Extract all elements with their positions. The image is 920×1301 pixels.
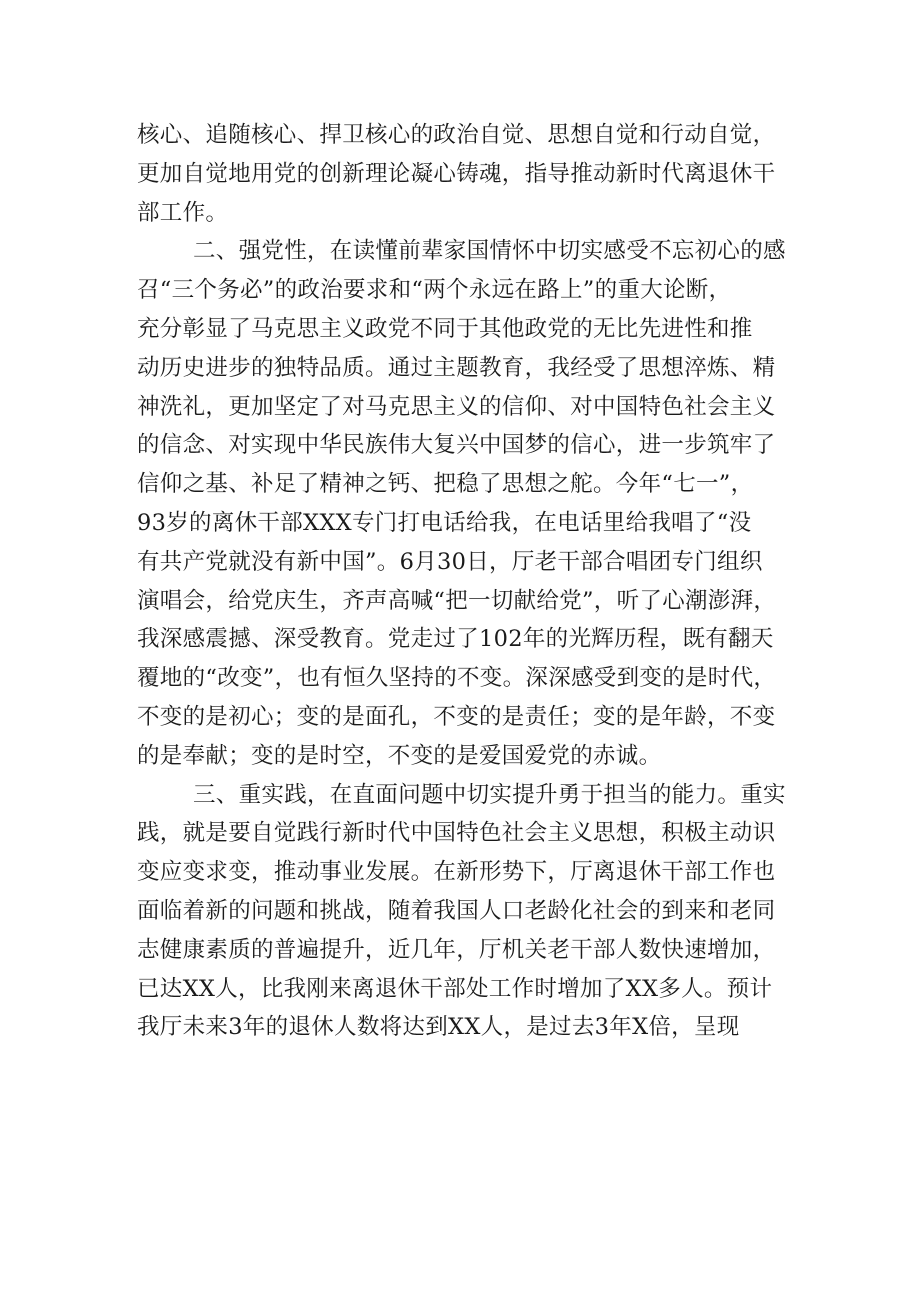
text-line: 不变的是初心；变的是面孔，不变的是责任；变的是年龄，不变 bbox=[137, 703, 776, 730]
text-line: 面临着新的问题和挑战，随着我国人口老龄化社会的到来和老同 bbox=[137, 897, 776, 924]
paragraph bbox=[137, 776, 787, 1048]
text-line: 更加自觉地用党的创新理论凝心铸魂，指导推动新时代离退休干 bbox=[137, 160, 776, 187]
text-line: 部工作。 bbox=[137, 199, 229, 226]
text-line: 演唱会，给党庆生，齐声高喊“把一切献给党”，听了心潮澎湃， bbox=[137, 587, 777, 614]
text-line: 的信念、对实现中华民族伟大复兴中国梦的信心，进一步筑牢了 bbox=[137, 432, 776, 459]
text-line: 核心、追随核心、捍卫核心的政治自觉、思想自觉和行动自觉， bbox=[137, 122, 776, 148]
text-line: 动历史进步的独特品质。通过主题教育，我经受了思想淬炼、精 bbox=[137, 354, 776, 381]
text-line: 我深感震撼、深受教育。党走过了102年的光辉历程，既有翻天 bbox=[137, 626, 774, 653]
text-line: 覆地的“改变”，也有恒久坚持的不变。深深感受到变的是时代， bbox=[137, 665, 777, 692]
text-line: 神洗礼，更加坚定了对马克思主义的信仰、对中国特色社会主义 bbox=[137, 393, 776, 420]
text-line: 三、重实践，在直面问题中切实提升勇于担当的能力。重实 bbox=[193, 781, 786, 808]
text-line: 有共产党就没有新中国”。6月30日，厅老干部合唱团专门组织 bbox=[137, 548, 763, 575]
text-line: 二、强党性，在读懂前辈家国情怀中切实感受不忘初心的感 bbox=[193, 238, 786, 265]
text-line: 志健康素质的普遍提升，近几年，厅机关老干部人数快速增加， bbox=[137, 936, 776, 963]
text-line: 信仰之基、补足了精神之钙、把稳了思想之舵。今年“七一”， bbox=[137, 471, 754, 498]
text-line: 变应变求变，推动事业发展。在新形势下，厅离退休干部工作也 bbox=[137, 859, 776, 886]
text-line: 93岁的离休干部XXX专门打电话给我，在电话里给我唱了“没 bbox=[137, 509, 752, 536]
text-line: 已达XX人，比我刚来离退休干部处工作时增加了XX多人。预计 bbox=[137, 975, 773, 1002]
text-line: 我厅未来3年的退休人数将达到XX人，是过去3年X倍，呈现 bbox=[137, 1014, 740, 1041]
text-line: 充分彰显了马克思主义政党不同于其他政党的无比先进性和推 bbox=[137, 315, 753, 342]
text-line: 召“三个务必”的政治要求和“两个永远在路上”的重大论断， bbox=[137, 277, 732, 304]
text-line: 的是奉献；变的是时空，不变的是爱国爱党的赤诚。 bbox=[137, 742, 662, 769]
paragraph bbox=[137, 116, 787, 232]
document-body bbox=[137, 116, 787, 1047]
paragraph bbox=[137, 232, 787, 775]
text-line: 践，就是要自觉践行新时代中国特色社会主义思想，积极主动识 bbox=[137, 820, 776, 847]
